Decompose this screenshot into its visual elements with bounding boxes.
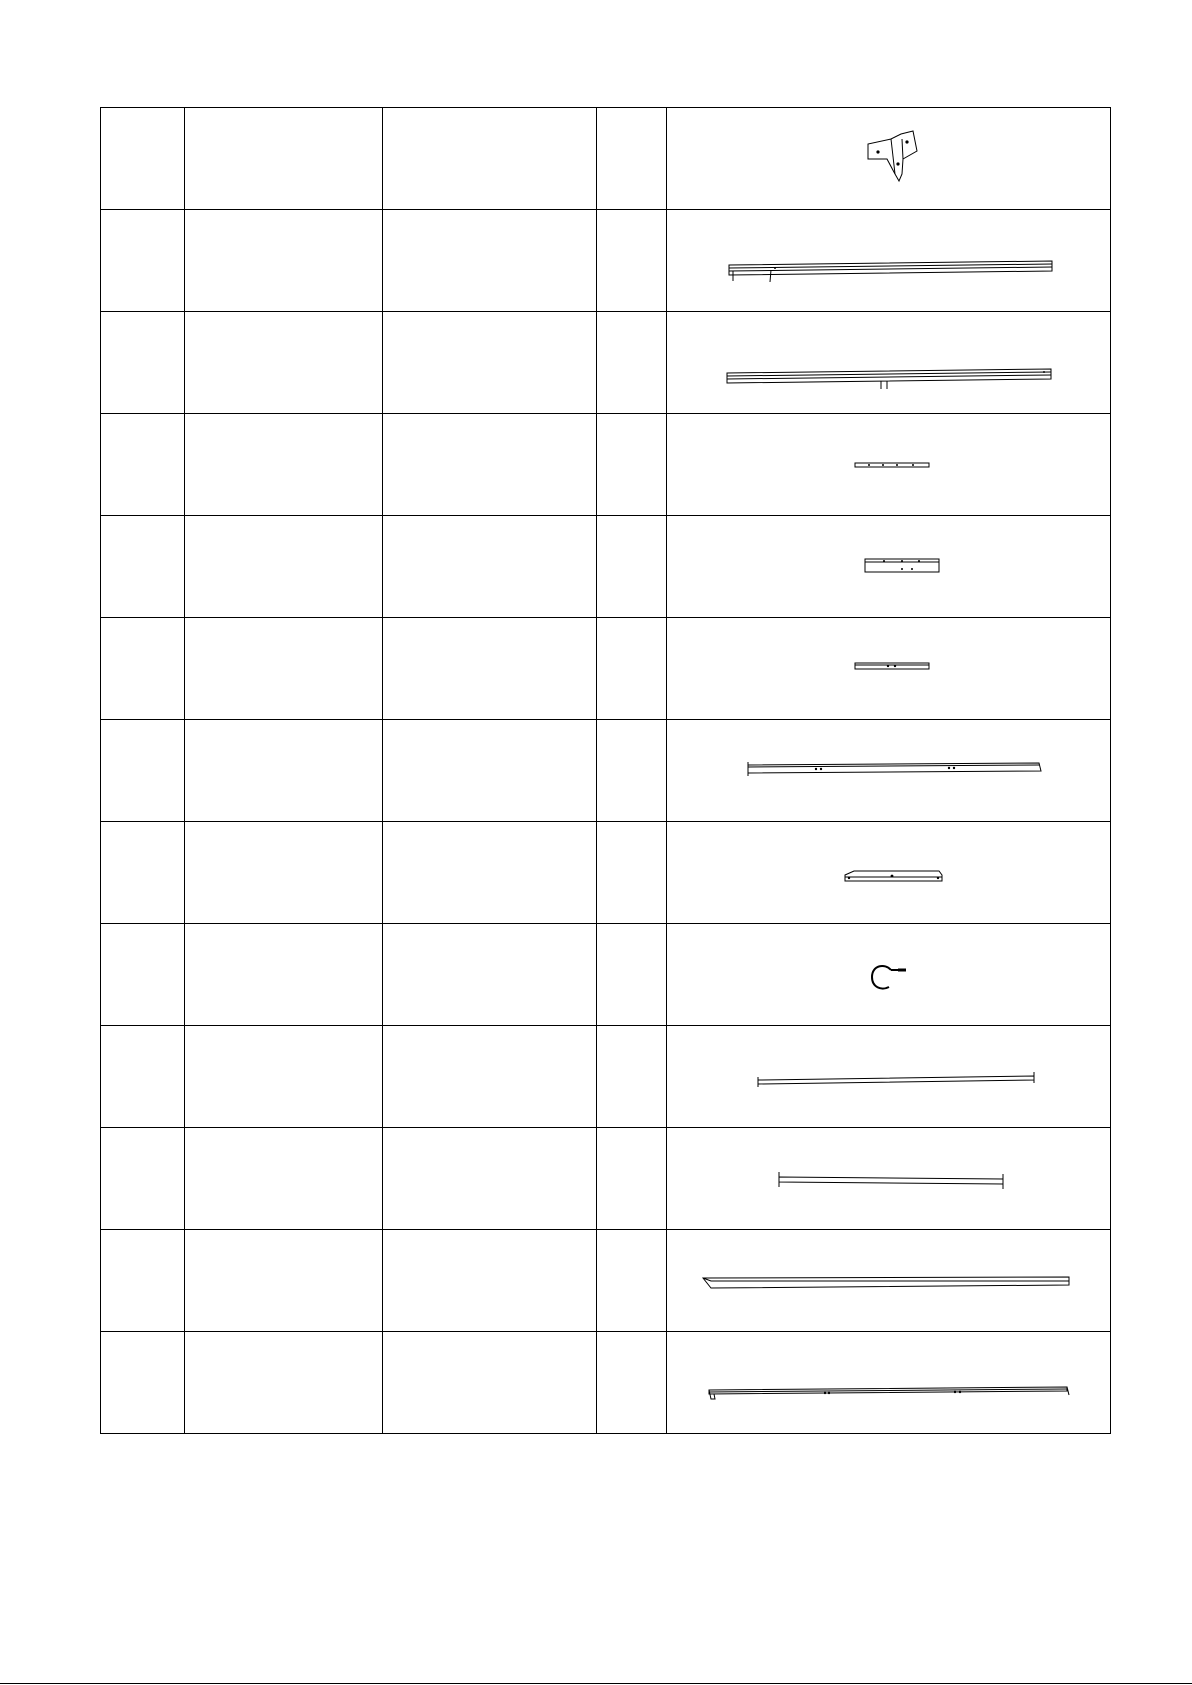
table-row bbox=[101, 1332, 1111, 1434]
medium-rod-icon bbox=[669, 1129, 1109, 1229]
part-description-cell bbox=[383, 924, 597, 1026]
tapered-brace-icon bbox=[669, 823, 1109, 923]
part-code-cell bbox=[185, 720, 383, 822]
table-row bbox=[101, 1230, 1111, 1332]
part-description-cell bbox=[383, 210, 597, 312]
part-description-cell bbox=[383, 414, 597, 516]
part-image-cell bbox=[667, 1230, 1111, 1332]
part-quantity-cell bbox=[597, 1230, 667, 1332]
flat-plate-icon bbox=[669, 517, 1109, 617]
part-image-cell bbox=[667, 516, 1111, 618]
table-row bbox=[101, 1128, 1111, 1230]
table-row bbox=[101, 414, 1111, 516]
part-code-cell bbox=[185, 414, 383, 516]
part-image-cell bbox=[667, 720, 1111, 822]
part-code-cell bbox=[185, 1026, 383, 1128]
part-quantity-cell bbox=[597, 108, 667, 210]
part-number-cell bbox=[101, 618, 185, 720]
parts-table bbox=[100, 107, 1111, 1434]
table-row bbox=[101, 108, 1111, 210]
page-bottom-rule bbox=[0, 1683, 1192, 1684]
part-image-cell bbox=[667, 618, 1111, 720]
part-image-cell bbox=[667, 1332, 1111, 1434]
part-quantity-cell bbox=[597, 516, 667, 618]
part-code-cell bbox=[185, 516, 383, 618]
corner-bracket-icon bbox=[669, 109, 1109, 209]
part-number-cell bbox=[101, 1332, 185, 1434]
part-number-cell bbox=[101, 1230, 185, 1332]
part-quantity-cell bbox=[597, 1332, 667, 1434]
part-code-cell bbox=[185, 1230, 383, 1332]
part-number-cell bbox=[101, 516, 185, 618]
long-channel-bar-icon bbox=[669, 721, 1109, 821]
part-code-cell bbox=[185, 924, 383, 1026]
part-image-cell bbox=[667, 210, 1111, 312]
part-code-cell bbox=[185, 1332, 383, 1434]
part-image-cell bbox=[667, 1026, 1111, 1128]
short-slotted-bar-icon bbox=[669, 415, 1109, 515]
part-number-cell bbox=[101, 414, 185, 516]
part-number-cell bbox=[101, 924, 185, 1026]
long-rail-end-tabs-icon bbox=[669, 211, 1109, 311]
part-number-cell bbox=[101, 312, 185, 414]
long-rod-icon bbox=[669, 1027, 1109, 1127]
table-row bbox=[101, 720, 1111, 822]
table-row bbox=[101, 312, 1111, 414]
part-description-cell bbox=[383, 1332, 597, 1434]
part-quantity-cell bbox=[597, 924, 667, 1026]
part-quantity-cell bbox=[597, 618, 667, 720]
part-quantity-cell bbox=[597, 414, 667, 516]
table-row bbox=[101, 924, 1111, 1026]
part-description-cell bbox=[383, 1128, 597, 1230]
part-quantity-cell bbox=[597, 1026, 667, 1128]
part-number-cell bbox=[101, 822, 185, 924]
part-description-cell bbox=[383, 108, 597, 210]
part-quantity-cell bbox=[597, 210, 667, 312]
part-code-cell bbox=[185, 1128, 383, 1230]
part-quantity-cell bbox=[597, 1128, 667, 1230]
part-code-cell bbox=[185, 108, 383, 210]
long-angle-rail-icon bbox=[669, 1333, 1109, 1433]
part-number-cell bbox=[101, 720, 185, 822]
table-row bbox=[101, 618, 1111, 720]
part-description-cell bbox=[383, 1230, 597, 1332]
table-row bbox=[101, 516, 1111, 618]
table-row bbox=[101, 822, 1111, 924]
part-description-cell bbox=[383, 822, 597, 924]
part-quantity-cell bbox=[597, 312, 667, 414]
part-image-cell bbox=[667, 822, 1111, 924]
hook-bolt-icon bbox=[669, 925, 1109, 1025]
part-code-cell bbox=[185, 822, 383, 924]
part-number-cell bbox=[101, 1128, 185, 1230]
part-number-cell bbox=[101, 1026, 185, 1128]
part-description-cell bbox=[383, 1026, 597, 1128]
part-description-cell bbox=[383, 618, 597, 720]
part-description-cell bbox=[383, 516, 597, 618]
part-code-cell bbox=[185, 312, 383, 414]
table-row bbox=[101, 1026, 1111, 1128]
part-number-cell bbox=[101, 210, 185, 312]
part-number-cell bbox=[101, 108, 185, 210]
long-rail-center-tabs-icon bbox=[669, 313, 1109, 413]
part-image-cell bbox=[667, 108, 1111, 210]
long-flat-strip-icon bbox=[669, 1231, 1109, 1331]
part-code-cell bbox=[185, 618, 383, 720]
part-code-cell bbox=[185, 210, 383, 312]
short-connector-bar-icon bbox=[669, 619, 1109, 719]
part-description-cell bbox=[383, 720, 597, 822]
table-row bbox=[101, 210, 1111, 312]
part-image-cell bbox=[667, 312, 1111, 414]
part-image-cell bbox=[667, 924, 1111, 1026]
part-image-cell bbox=[667, 1128, 1111, 1230]
part-image-cell bbox=[667, 414, 1111, 516]
part-quantity-cell bbox=[597, 822, 667, 924]
part-quantity-cell bbox=[597, 720, 667, 822]
part-description-cell bbox=[383, 312, 597, 414]
